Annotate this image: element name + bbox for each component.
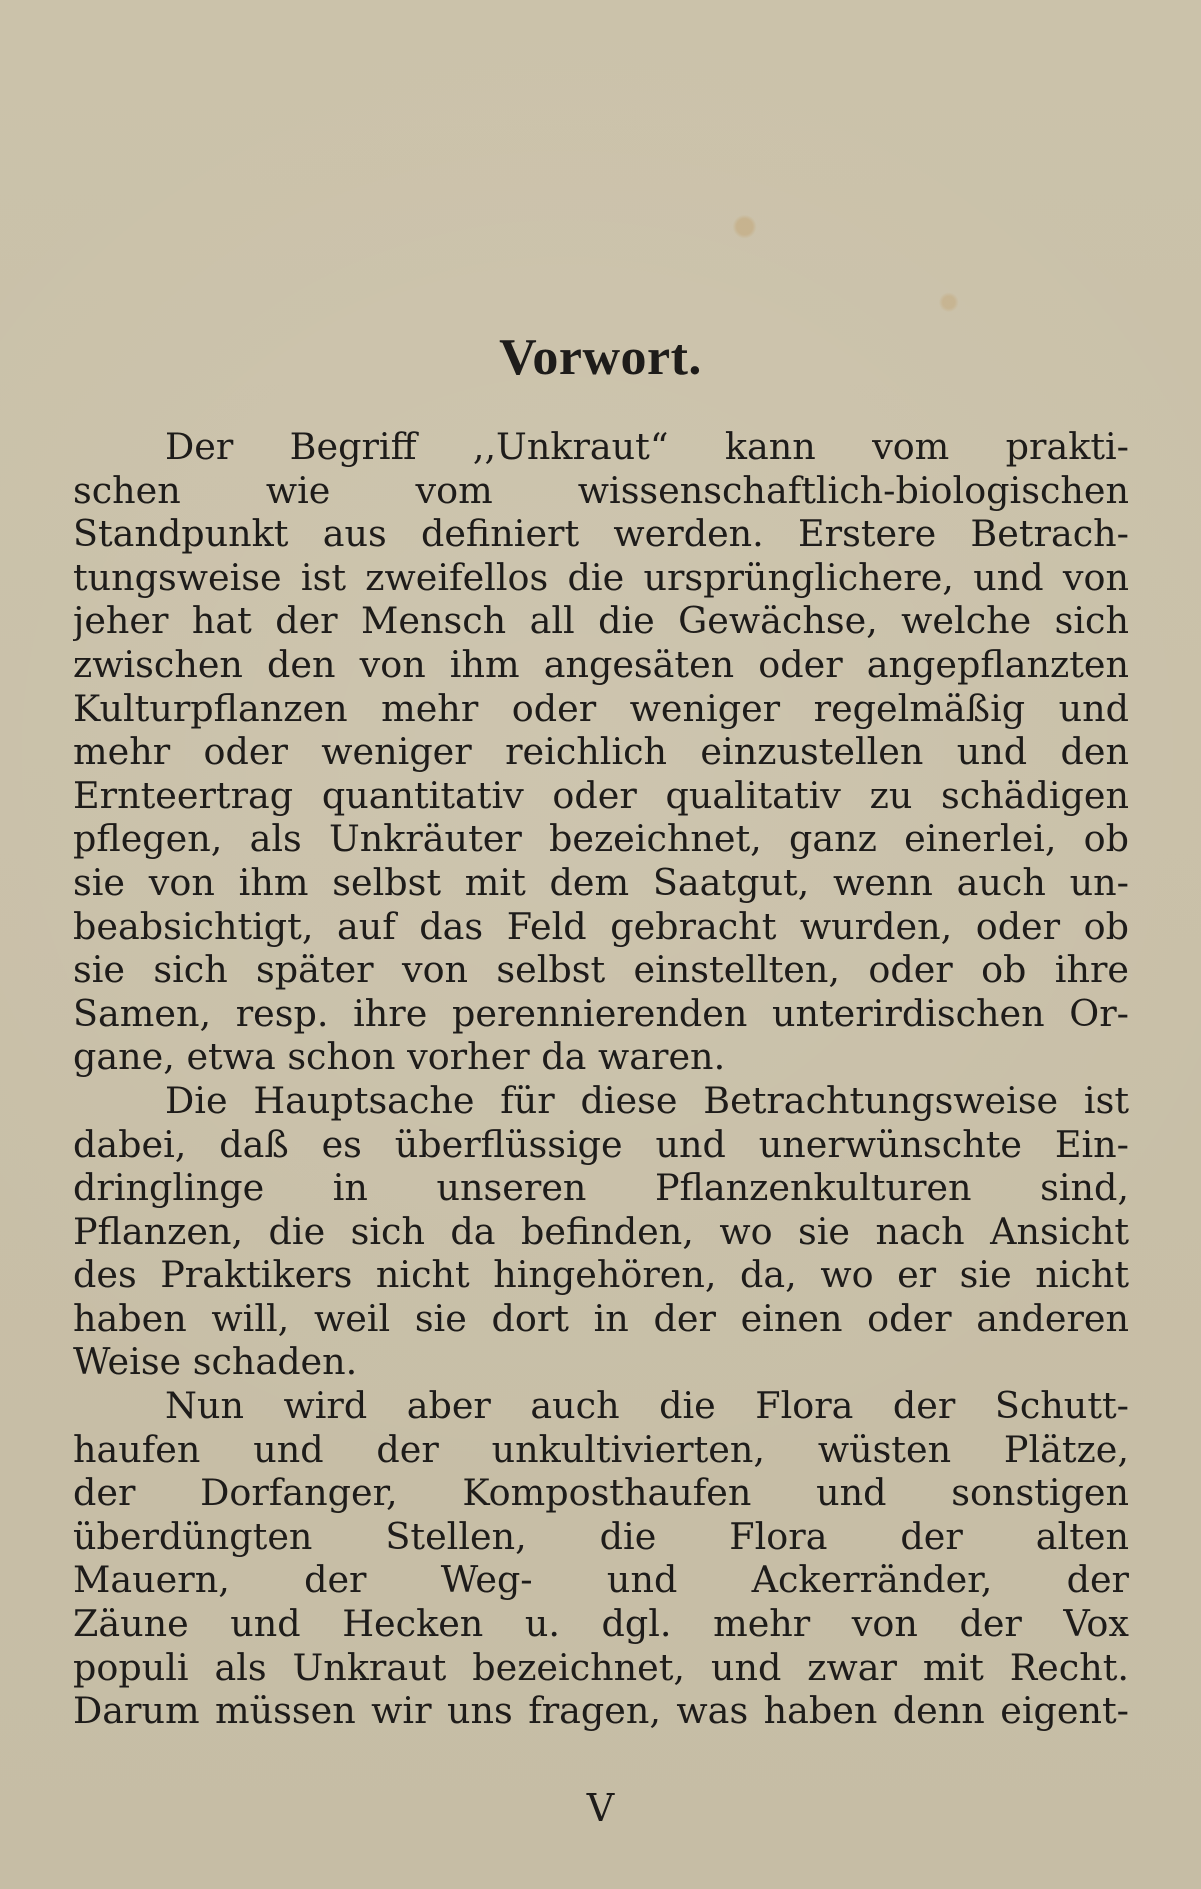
text-line: Darum müssen wir uns fragen, was haben denn eigent-: [73, 1689, 1129, 1733]
text-line: populi als Unkraut bezeichnet, und zwar mit Recht.: [73, 1645, 1129, 1689]
text-line: Nun wird aber auch die Flora der Schutt-: [165, 1384, 1129, 1428]
text-line: Standpunkt aus definiert werden. Erstere Betrach-: [73, 512, 1129, 556]
text-line: der Dorfanger, Komposthaufen und sonstigen: [73, 1471, 1129, 1515]
text-line: Ernteertrag quantitativ oder qualitativ zu schädigen: [73, 773, 1129, 817]
text-line: Der Begriff ,,Unkraut“ kann vom prakti-: [165, 425, 1129, 468]
text-line: Weise schaden.: [73, 1340, 358, 1384]
text-line: dringlinge in unseren Pflanzenkulturen sind,: [73, 1166, 1129, 1210]
text-line: Samen, resp. ihre perennierenden unterirdischen Or-: [73, 991, 1129, 1035]
page-number: V: [586, 1786, 615, 1830]
text-line: dabei, daß es überflüssige und unerwünschte Ein-: [73, 1122, 1129, 1166]
text-line: sie sich später von selbst einstellten, oder ob ihre: [73, 948, 1129, 992]
page-title: Vorwort.: [499, 329, 702, 386]
text-line: schen wie vom wissenschaftlich-biologischen: [73, 468, 1129, 512]
text-line: mehr oder weniger reichlich einzustellen und den: [73, 730, 1129, 774]
text-line: Zäune und Hecken u. dgl. mehr von der Vox: [73, 1602, 1129, 1646]
text-line: Kulturpflanzen mehr oder weniger regelmäßig und: [73, 686, 1129, 730]
body-text: [73, 425, 1129, 1733]
text-line: zwischen den von ihm angesäten oder angepflanzten: [73, 642, 1129, 686]
text-line: Pflanzen, die sich da befinden, wo sie nach Ansicht: [73, 1209, 1129, 1253]
text-line: jeher hat der Mensch all die Gewächse, welche sich: [73, 599, 1129, 643]
text-line: tungsweise ist zweifellos die ursprünglichere, und von: [73, 555, 1129, 599]
text-line: Mauern, der Weg- und Ackerränder, der: [73, 1558, 1129, 1602]
text-line: haufen und der unkultivierten, wüsten Plätze,: [73, 1427, 1129, 1471]
text-line: beabsichtigt, auf das Feld gebracht wurden, oder ob: [73, 904, 1129, 948]
text-line: sie von ihm selbst mit dem Saatgut, wenn auch un-: [73, 860, 1129, 904]
text-line: des Praktikers nicht hingehören, da, wo er sie nicht: [73, 1253, 1129, 1297]
text-line: überdüngten Stellen, die Flora der alten: [73, 1514, 1129, 1558]
text-line: gane, etwa schon vorher da waren.: [73, 1035, 726, 1079]
text-line: pflegen, als Unkräuter bezeichnet, ganz einerlei, ob: [73, 817, 1129, 861]
text-line: Die Hauptsache für diese Betrachtungsweise ist: [165, 1078, 1129, 1122]
text-line: haben will, weil sie dort in der einen oder anderen: [73, 1296, 1129, 1340]
